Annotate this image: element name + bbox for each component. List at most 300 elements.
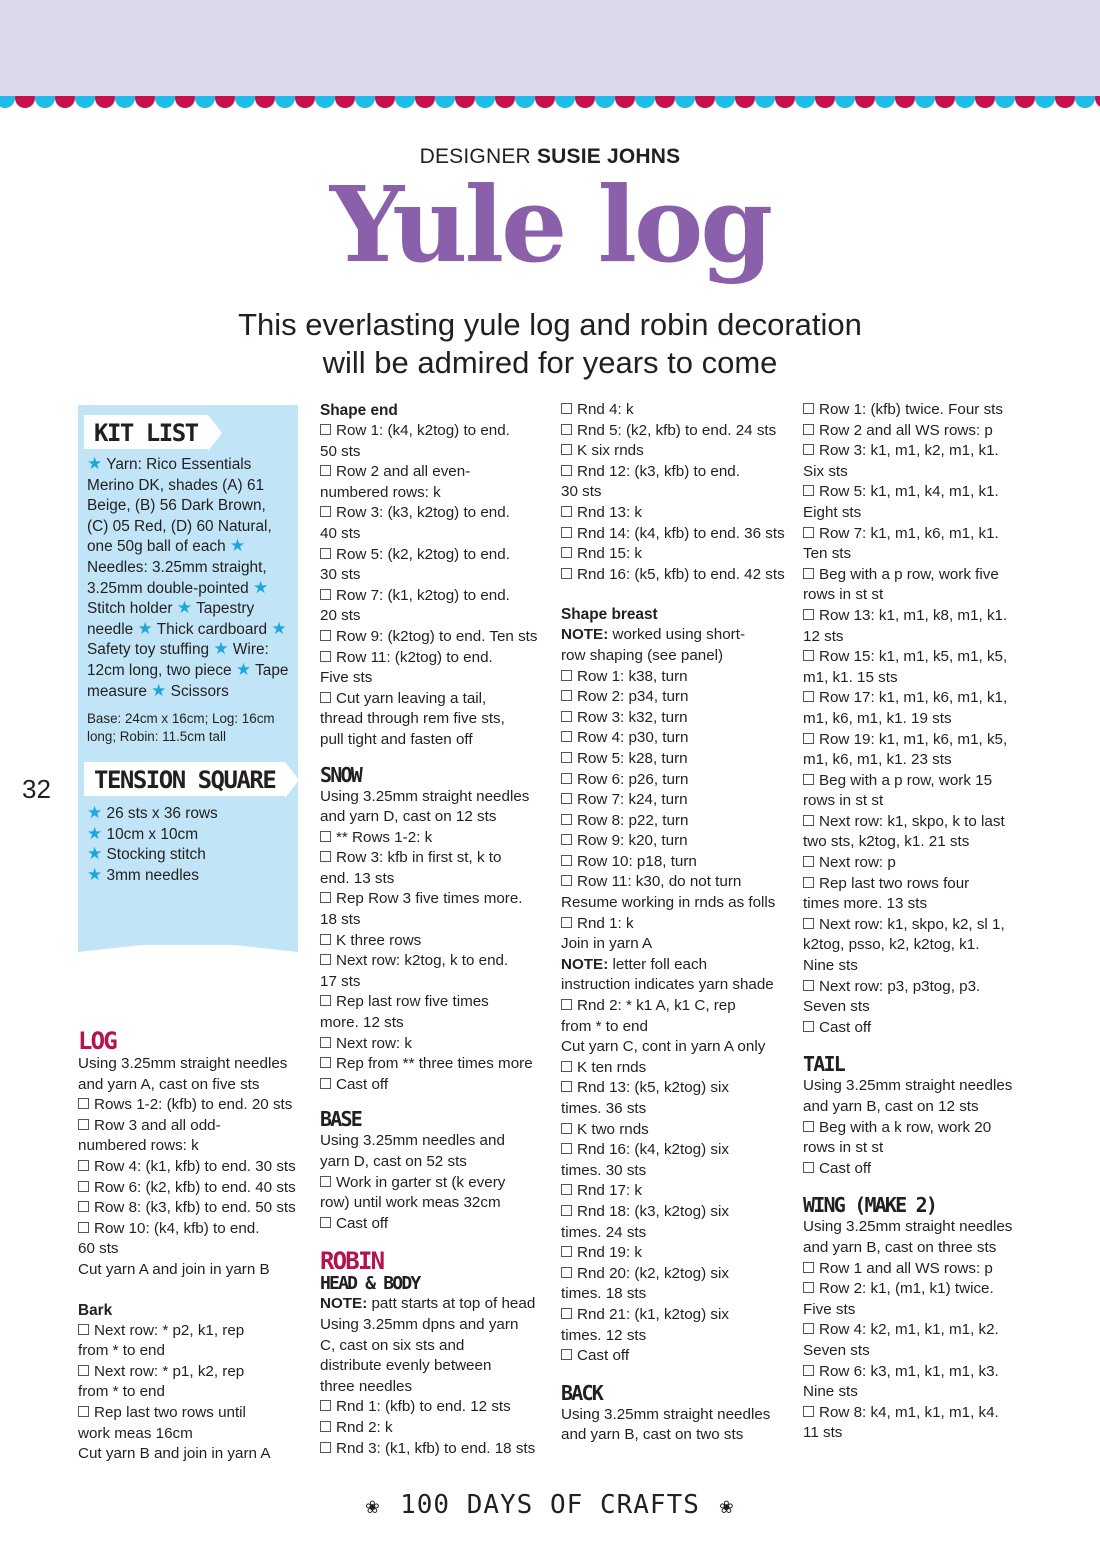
instruction-line: Rnd 3: (k1, kfb) to end. 18 sts [320,1439,542,1460]
note-line: distribute evenly between [320,1357,492,1375]
instruction-line: Cast off [320,1214,542,1235]
checkbox-icon[interactable] [320,692,331,703]
checkbox-icon[interactable] [320,892,331,903]
checkbox-icon[interactable] [803,1323,814,1334]
scallop [535,96,555,108]
star-icon: ★ [87,823,103,843]
checkbox-icon[interactable] [561,793,572,804]
checkbox-icon[interactable] [320,651,331,662]
tension-item: ★ 3mm needles [87,864,199,884]
instruction-line: Five sts [320,669,373,687]
scallop [1075,96,1095,108]
scallop [0,96,15,108]
note-line: instruction indicates yarn shade [561,976,774,994]
instruction-line: Work in garter st (k every [320,1173,542,1194]
designer-name: SUSIE JOHNS [536,145,681,168]
checkbox-icon[interactable] [78,1160,89,1171]
instruction-line: Five sts [803,1300,856,1318]
instruction-line: Row 10: p18, turn [561,852,786,873]
note-label: NOTE: [561,955,609,973]
instruction-line: 17 sts [320,972,361,990]
scallop [455,96,475,108]
instruction-line: Row 8: k4, m1, k1, m1, k4. [803,1403,1025,1424]
instruction-line: times. 24 sts [561,1223,647,1241]
checkbox-icon[interactable] [320,1037,331,1048]
instruction-line: 12 sts [803,627,844,645]
checkbox-icon[interactable] [320,1057,331,1068]
checkbox-icon[interactable] [803,1282,814,1293]
scallop [915,96,935,108]
subtitle-line: This everlasting yule log and robin decoration [238,307,862,342]
star-icon: ★ [87,803,103,823]
instruction-line: Beg with a p row, work five [803,565,1025,586]
checkbox-icon[interactable] [803,444,814,455]
instruction-line: numbered rows: k [78,1137,199,1155]
instruction-line: Cut yarn leaving a tail, [320,689,542,710]
instruction-line: Rnd 13: (k5, k2tog) six [561,1078,786,1099]
column-2 [320,400,542,1459]
scallop [955,96,975,108]
checkbox-icon[interactable] [320,831,331,842]
scallop [635,96,655,108]
scallop [575,96,595,108]
scallop [435,96,455,108]
scallop [55,96,75,108]
scallop [175,96,195,108]
instruction-line: Cast off [803,1018,1025,1039]
instruction-line: Row 10: (k4, kfb) to end. [78,1219,300,1240]
instruction-line: Rnd 21: (k1, k2tog) six [561,1305,786,1326]
star-icon: ★ [235,659,252,679]
subheading-head-body: HEAD & BODY [320,1273,420,1295]
designer-label: DESIGNER [419,145,531,168]
instruction-line: Row 2 and all even- [320,462,542,483]
scallop [195,96,215,108]
checkbox-icon[interactable] [561,1184,572,1195]
checkbox-icon[interactable] [561,444,572,455]
instruction-line: Seven sts [803,1341,870,1359]
instruction-line: Beg with a k row, work 20 [803,1118,1025,1139]
checkbox-icon[interactable] [561,690,572,701]
instruction-line: Cast off [561,1346,786,1367]
instruction-line: Row 4: (k1, kfb) to end. 30 sts [78,1157,300,1178]
checkbox-icon[interactable] [561,1349,572,1360]
checkbox-icon[interactable] [320,1217,331,1228]
checkbox-icon[interactable] [803,918,814,929]
instruction-line: Row 3: kfb in first st, k to [320,848,542,869]
star-icon: ★ [87,844,103,864]
scallop [855,96,875,108]
kit-panel-notch [78,940,298,952]
checkbox-icon[interactable] [320,995,331,1006]
instruction-line: Row 5: (k2, k2tog) to end. [320,545,542,566]
checkbox-icon[interactable] [78,1098,89,1109]
page-number: 32 [22,774,51,804]
instruction-line: Rep from ** three times more [320,1054,542,1075]
instruction-line: times more. 13 sts [803,895,928,913]
checkbox-icon[interactable] [561,1308,572,1319]
scallop [115,96,135,108]
checkbox-icon[interactable] [78,1324,89,1335]
checkbox-icon[interactable] [320,1421,331,1432]
checkbox-icon[interactable] [320,424,331,435]
checkbox-icon[interactable] [561,1205,572,1216]
instruction-line: from * to end [561,1017,648,1035]
text-line: Using 3.25mm straight needles [78,1055,288,1072]
text-line: Using 3.25mm needles and [320,1132,505,1150]
checkbox-icon[interactable] [561,547,572,558]
scallop [335,96,355,108]
checkbox-icon[interactable] [561,814,572,825]
instruction-line: Cast off [803,1159,1025,1180]
instruction-line: pull tight and fasten off [320,730,473,748]
checkbox-icon[interactable] [78,1222,89,1233]
instruction-line: rows in st st [803,586,884,604]
checkbox-icon[interactable] [78,1365,89,1376]
note-line: NOTE: patt starts at top of head [320,1295,536,1313]
instruction-line: Rnd 1: k [561,914,786,935]
instruction-line: Nine sts [803,957,858,975]
checkbox-icon[interactable] [320,934,331,945]
instruction-line: Row 8: p22, turn [561,811,786,832]
checkbox-icon[interactable] [561,403,572,414]
scallop [235,96,255,108]
instruction-line: Row 6: p26, turn [561,770,786,791]
scallop [615,96,635,108]
instruction-line: Rnd 17: k [561,1181,786,1202]
checkbox-icon[interactable] [561,855,572,866]
instruction-line: Rnd 1: (kfb) to end. 12 sts [320,1397,542,1418]
snowflake-icon: ❀ [365,1494,381,1519]
instruction-line: Row 5: k28, turn [561,749,786,770]
instruction-line: Row 3: k32, turn [561,708,786,729]
checkbox-icon[interactable] [78,1119,89,1130]
instruction-line: Row 7: k1, m1, k6, m1, k1. [803,524,1025,545]
checkbox-icon[interactable] [803,980,814,991]
text-line: and yarn B, cast on 12 sts [803,1098,979,1115]
instruction-line: Rnd 20: (k2, k2tog) six [561,1264,786,1285]
instruction-line: 30 sts [320,566,361,584]
instruction-line: Row 1: k38, turn [561,667,786,688]
instruction-line: Row 9: k20, turn [561,831,786,852]
instruction-line: K six rnds [561,441,786,462]
instruction-line: Row 4: p30, turn [561,728,786,749]
checkbox-icon[interactable] [803,691,814,702]
scallop [795,96,815,108]
instruction-line: Row 2: k1, (m1, k1) twice. [803,1279,1025,1300]
instruction-line: Next row: k1, skpo, k2, sl 1, [803,915,1025,936]
tension-item: ★ Stocking stitch [87,844,206,864]
text-line: and yarn D, cast on 12 sts [320,808,497,826]
checkbox-icon[interactable] [803,1021,814,1032]
checkbox-icon[interactable] [561,1267,572,1278]
scallop [35,96,55,108]
instruction-line: Row 7: (k1, k2tog) to end. [320,586,542,607]
checkbox-icon[interactable] [803,1262,814,1273]
instruction-line: Row 1 and all WS rows: p [803,1259,1025,1280]
checkbox-icon[interactable] [561,875,572,886]
checkbox-icon[interactable] [320,465,331,476]
scallop [1095,96,1100,108]
checkbox-icon[interactable] [561,424,572,435]
star-icon: ★ [252,577,269,597]
scallop [695,96,715,108]
checkbox-icon[interactable] [803,815,814,826]
section-heading-wing: WING (MAKE 2) [803,1193,937,1218]
text-line: Cut yarn A and join in yarn B [78,1260,270,1278]
instruction-line: times. 36 sts [561,1100,647,1117]
checkbox-icon[interactable] [561,1123,572,1134]
scallop [935,96,955,108]
instruction-line: Row 4: k2, m1, k1, m1, k2. [803,1320,1025,1341]
checkbox-icon[interactable] [561,773,572,784]
instruction-line: Rep last two rows until [78,1403,300,1424]
instruction-line: Rnd 4: k [561,400,786,421]
kit-list-heading: KIT LIST [84,415,208,449]
scallop [595,96,615,108]
checkbox-icon[interactable] [320,851,331,862]
instruction-line: Eight sts [803,503,862,521]
scallop [835,96,855,108]
star-icon: ★ [229,536,246,556]
text-line: Using 3.25mm straight needles [320,787,530,805]
checkbox-icon[interactable] [320,1442,331,1453]
instruction-line: times. 30 sts [561,1161,647,1179]
checkbox-icon[interactable] [561,752,572,763]
checkbox-icon[interactable] [803,1121,814,1132]
star-icon: ★ [271,618,287,638]
checkbox-icon[interactable] [561,465,572,476]
scallop [995,96,1015,108]
text-line: Using 3.25mm straight needles [803,1218,1013,1236]
instruction-line: 40 sts [320,524,361,542]
star-icon: ★ [87,454,103,473]
instruction-line: 11 sts [803,1424,843,1442]
checkbox-icon[interactable] [320,1176,331,1187]
instruction-line: from * to end [78,1342,165,1360]
scallop [675,96,695,108]
instruction-line: m1, k6, m1, k1. 23 sts [803,751,952,769]
instruction-line: Next row: k [320,1034,542,1055]
instruction-line: Rnd 14: (k4, kfb) to end. 36 sts [561,524,786,545]
checkbox-icon[interactable] [803,774,814,785]
checkbox-icon[interactable] [561,917,572,928]
star-icon: ★ [213,639,229,659]
instruction-line: Next row: k2tog, k to end. [320,951,542,972]
instruction-line: Row 5: k1, m1, k4, m1, k1. [803,482,1025,503]
note-label: NOTE: [320,1295,368,1313]
instruction-line: thread through rem five sts, [320,710,505,728]
checkbox-icon[interactable] [78,1406,89,1417]
instruction-line: Nine sts [803,1383,858,1401]
scallop [415,96,435,108]
checkbox-icon[interactable] [803,650,814,661]
checkbox-icon[interactable] [561,1081,572,1092]
checkbox-icon[interactable] [78,1201,89,1212]
checkbox-icon[interactable] [320,954,331,965]
instruction-line: 60 sts [78,1240,119,1258]
footer [0,1490,1100,1520]
note-line: three needles [320,1377,413,1395]
subtitle-line: will be admired for years to come [322,345,778,380]
instruction-line: times. 18 sts [561,1285,647,1303]
checkbox-icon[interactable] [320,589,331,600]
instruction-line: Row 3 and all odd- [78,1116,300,1137]
checkbox-icon[interactable] [803,1162,814,1173]
kit-panel [78,405,298,945]
checkbox-icon[interactable] [803,733,814,744]
checkbox-icon[interactable] [78,1181,89,1192]
checkbox-icon[interactable] [803,403,814,414]
section-heading-shape-end: Shape end [320,402,398,419]
tension-heading: TENSION SQUARE [84,762,285,796]
instruction-line: Ten sts [803,545,852,563]
checkbox-icon[interactable] [561,1246,572,1257]
checkbox-icon[interactable] [803,568,814,579]
instruction-line: Row 11: (k2tog) to end. [320,648,542,669]
instruction-line: Rnd 12: (k3, kfb) to end. [561,462,786,483]
instruction-line: K three rows [320,931,542,952]
instruction-line: Rnd 16: (k4, k2tog) six [561,1140,786,1161]
checkbox-icon[interactable] [561,999,572,1010]
star-icon: ★ [176,598,193,618]
instruction-line: 30 sts [561,483,602,501]
checkbox-icon[interactable] [803,424,814,435]
checkbox-icon[interactable] [561,506,572,517]
checkbox-icon[interactable] [320,1078,331,1089]
scallop [315,96,335,108]
instruction-line: Rnd 2: k [320,1418,542,1439]
section-heading-base: BASE [320,1107,361,1132]
instruction-line: Row 8: (k3, kfb) to end. 50 sts [78,1198,300,1219]
instruction-line: Row 11: k30, do not turn [561,872,786,893]
text-line: Using 3.25mm straight needles [561,1405,771,1423]
scallop [655,96,675,108]
checkbox-icon[interactable] [561,568,572,579]
checkbox-icon[interactable] [561,670,572,681]
checkbox-icon[interactable] [803,485,814,496]
instruction-line: Rnd 19: k [561,1243,786,1264]
scallop [555,96,575,108]
instruction-line: Row 6: (k2, kfb) to end. 40 sts [78,1178,300,1199]
scallop [495,96,515,108]
scallop [515,96,535,108]
scallop [355,96,375,108]
instruction-line: Row 19: k1, m1, k6, m1, k5, [803,730,1025,751]
checkbox-icon[interactable] [561,1061,572,1072]
instruction-line: Rows 1-2: (kfb) to end. 20 sts [78,1095,300,1116]
checkbox-icon[interactable] [561,731,572,742]
scallop [295,96,315,108]
note-line: C, cast on six sts and [320,1336,465,1354]
tension-item: ★ 26 sts x 36 rows [87,803,218,823]
instruction-line: Row 6: k3, m1, k1, m1, k3. [803,1362,1025,1383]
text-line: Cut yarn B and join in yarn A [78,1445,271,1463]
instruction-line: 20 sts [320,607,361,625]
instruction-line: Row 9: (k2tog) to end. Ten sts [320,627,542,648]
checkbox-icon[interactable] [803,856,814,867]
scallop [895,96,915,108]
instruction-line: Rnd 2: * k1 A, k1 C, rep [561,996,786,1017]
section-heading-robin: ROBIN [320,1247,384,1276]
scallop [395,96,415,108]
instruction-line: Row 17: k1, m1, k6, m1, k1, [803,688,1025,709]
note-line: NOTE: worked using short- [561,626,745,644]
scallop [95,96,115,108]
instruction-line: 18 sts [320,911,361,929]
checkbox-icon[interactable] [561,1143,572,1154]
checkbox-icon[interactable] [803,1406,814,1417]
checkbox-icon[interactable] [561,834,572,845]
scallop [255,96,275,108]
scallop [715,96,735,108]
checkbox-icon[interactable] [803,527,814,538]
header-band [0,0,1100,98]
text-line: Cut yarn C, cont in yarn A only [561,1038,766,1056]
checkbox-icon[interactable] [320,506,331,517]
checkbox-icon[interactable] [320,630,331,641]
page-subtitle [0,306,1100,382]
scallop [475,96,495,108]
instruction-line: Row 1: (k4, k2tog) to end. [320,421,542,442]
instruction-line: Beg with a p row, work 15 [803,771,1025,792]
tension-item: ★ 10cm x 10cm [87,823,199,843]
scallop [755,96,775,108]
checkbox-icon[interactable] [803,1365,814,1376]
page-title: Yule log [329,163,771,286]
checkbox-icon[interactable] [320,548,331,559]
instruction-line: m1, k1. 15 sts [803,668,898,686]
scallop [875,96,895,108]
scallop [75,96,95,108]
star-icon: ★ [87,864,103,884]
scallop [775,96,795,108]
scallop [815,96,835,108]
tension-list [78,804,298,886]
section-heading-log: LOG [78,1027,116,1055]
instruction-line: Rnd 16: (k5, kfb) to end. 42 sts [561,565,786,586]
instruction-line: two sts, k2tog, k1. 21 sts [803,833,970,851]
section-heading-bark: Bark [78,1301,113,1319]
instruction-line: end. 13 sts [320,869,395,887]
instruction-line: Six sts [803,462,848,480]
note-line: NOTE: letter foll each [561,955,708,973]
instruction-line: 50 sts [320,442,361,460]
text-line: yarn D, cast on 52 sts [320,1153,467,1170]
instruction-line: Cast off [320,1075,542,1096]
checkbox-icon[interactable] [803,877,814,888]
instruction-line: Row 7: k24, turn [561,790,786,811]
scallop [1015,96,1035,108]
instruction-line: k2tog, psso, k2, k2tog, k1. [803,936,980,954]
instruction-line: Row 15: k1, m1, k5, m1, k5, [803,647,1025,668]
checkbox-icon[interactable] [561,527,572,538]
checkbox-icon[interactable] [561,711,572,722]
scallop [155,96,175,108]
instruction-line: rows in st st [803,792,884,810]
column-1 [78,1020,300,1465]
star-icon: ★ [137,618,153,638]
checkbox-icon[interactable] [803,609,814,620]
instruction-line: Row 2: p34, turn [561,687,786,708]
scallop [1055,96,1075,108]
text-line: Resume working in rnds as folls [561,894,776,912]
section-heading-tail: TAIL [803,1052,844,1077]
text-line: and yarn B, cast on three sts [803,1238,997,1256]
checkbox-icon[interactable] [320,1400,331,1411]
scallop [275,96,295,108]
text-line: Using 3.25mm straight needles [803,1077,1013,1095]
